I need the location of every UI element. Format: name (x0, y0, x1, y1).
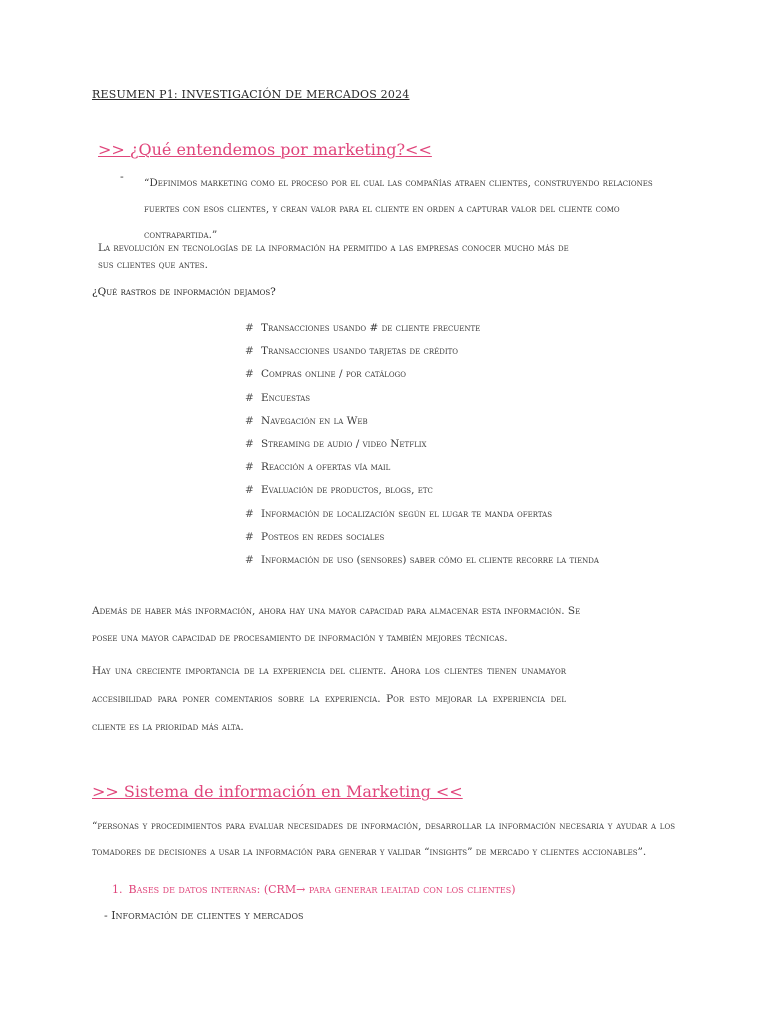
list-item (245, 341, 599, 364)
bullet-mark: # (245, 461, 254, 474)
list-item (245, 527, 599, 550)
numbered-list-item (112, 883, 516, 896)
list-item-text: Información de localización según el lugar te manda ofertas (261, 507, 553, 520)
list-item-text: Encuestas (261, 391, 311, 404)
bullet-mark: # (245, 437, 254, 450)
bullet-mark: # (245, 553, 254, 566)
bullet-mark: # (245, 530, 254, 543)
bullet-mark: # (245, 368, 254, 381)
list-item (245, 411, 599, 434)
bullet-mark: # (245, 391, 254, 404)
list-item (245, 550, 599, 573)
list-item (245, 434, 599, 457)
list-item (245, 318, 599, 341)
bullet-mark: # (245, 414, 254, 427)
list-item-text: Información de uso (sensores) saber cómo el cliente recorre la tienda (261, 553, 599, 566)
customer-experience-paragraph: Hay una creciente importancia de la experiencia del cliente. Ahora los clientes tienen unamayor accesibilidad para poner comentarios sobre la experiencia. Por esto mejorar la experiencia del cliente es la prioridad más alta. (92, 665, 566, 733)
bullet-mark: # (245, 507, 254, 520)
list-item (245, 457, 599, 480)
list-item-text: Transacciones usando tarjetas de crédito (261, 345, 459, 358)
list-item-text: Navegación en la Web (261, 414, 368, 427)
bullet-mark: # (245, 484, 254, 497)
quote-dash: - (120, 170, 124, 183)
document-title: RESUMEN P1: INVESTIGACIÓN DE MERCADOS 2024 (92, 88, 410, 101)
list-item-text: Transacciones usando # de cliente frecuente (261, 322, 481, 334)
trails-subheading: ¿Qué rastros de información dejamos? (92, 286, 276, 298)
section-heading-info-system: >> Sistema de información en Marketing << (92, 782, 463, 801)
list-item (245, 388, 599, 411)
information-trails-list (245, 318, 599, 573)
it-revolution-paragraph: La revolución en tecnologías de la información ha permitido a las empresas conocer mucho más de sus clientes que antes. (98, 242, 569, 271)
list-item-text: Evaluación de productos, blogs, etc (261, 484, 433, 497)
bullet-mark: # (245, 345, 254, 358)
list-item-text: Bases de datos internas: (CRM→ para generar lealtad con los clientes) (128, 883, 516, 896)
list-item-text: Posteos en redes sociales (261, 530, 385, 543)
list-number: 1. (112, 883, 123, 896)
list-item-text: Reacción a ofertas vía mail (261, 461, 391, 474)
list-item (245, 480, 599, 503)
sub-item: - Información de clientes y mercados (104, 909, 304, 922)
section-heading-marketing: >> ¿Qué entendemos por marketing?<< (98, 140, 432, 159)
storage-paragraph: Además de haber más información, ahora hay una mayor capacidad para almacenar esta información. Se posee una mayor capacidad de procesamiento de información y también mejores técnicas. (92, 605, 581, 644)
info-system-definition: “personas y procedimientos para evaluar necesidades de información, desarrollar la información necesaria y ayudar a los tomadores de decisiones a usar la información para generar y validar “insights” de mercado y clientes accionables”. (92, 820, 675, 858)
marketing-definition-quote: “Definimos marketing como el proceso por el cual las compañías atraen clientes, construyendo relaciones fuertes con esos clientes, y crean valor para el cliente en orden a capturar valor del cliente como contrapartida.” (144, 177, 653, 241)
list-item (245, 504, 599, 527)
list-item-text: Compras online / por catálogo (261, 368, 406, 381)
bullet-mark: # (245, 322, 254, 334)
list-item (245, 364, 599, 387)
list-item-text: Streaming de audio / video Netflix (261, 437, 427, 450)
